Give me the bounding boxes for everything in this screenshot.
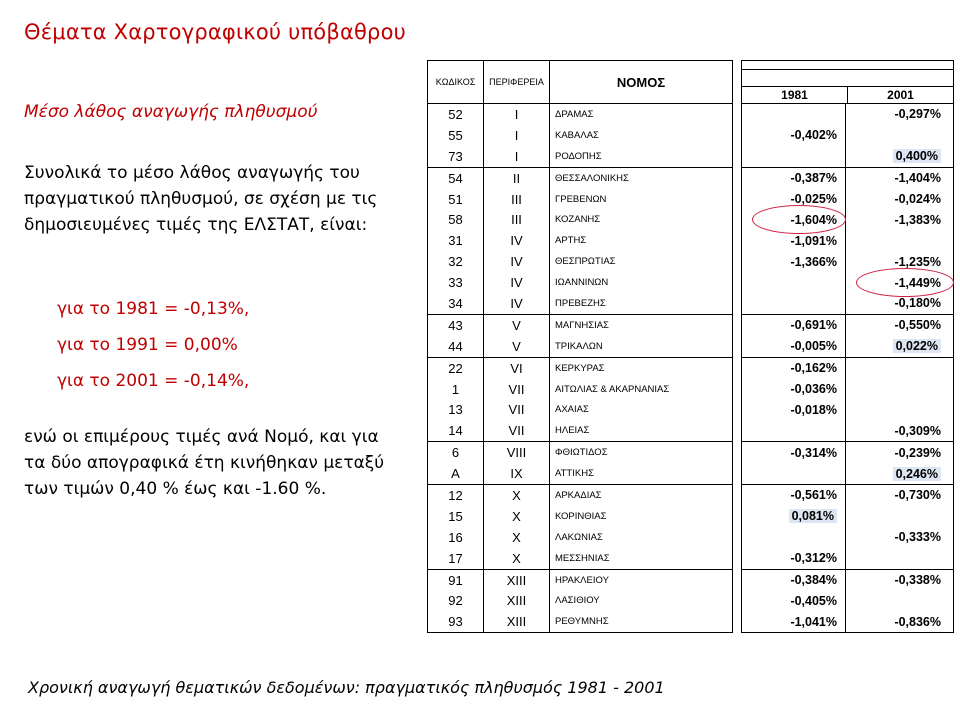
- cell-region: IV: [484, 293, 550, 314]
- cell-1981: [742, 146, 846, 167]
- cell-1981: -0,314%: [742, 442, 846, 463]
- cell-2001: [846, 230, 954, 251]
- cell-code: 12: [428, 485, 484, 506]
- cell-nomos: ΔΡΑΜΑΣ: [550, 104, 733, 125]
- cell-nomos: ΜΑΓΝΗΣΙΑΣ: [550, 314, 733, 335]
- cell-nomos: ΑΡΤΗΣ: [550, 230, 733, 251]
- cell-region: VII: [484, 379, 550, 400]
- cell-1981: -0,384%: [742, 569, 846, 590]
- cell-region: IV: [484, 272, 550, 293]
- cell-nomos: ΠΡΕΒΕΖΗΣ: [550, 293, 733, 314]
- cell-region: IV: [484, 251, 550, 272]
- cell-1981: -0,005%: [742, 336, 846, 357]
- cell-1981: -1,604%: [742, 209, 846, 230]
- table-row: [428, 548, 954, 569]
- cell-1981: -1,041%: [742, 611, 846, 632]
- table-row: [428, 314, 954, 335]
- cell-nomos: ΦΘΙΩΤΙΔΟΣ: [550, 442, 733, 463]
- cell-region: XIII: [484, 611, 550, 632]
- header-region: ΠΕΡΙΦΕΡΕΙΑ: [484, 61, 550, 104]
- cell-code: 16: [428, 527, 484, 548]
- cell-nomos: ΡΟΔΟΠΗΣ: [550, 146, 733, 167]
- cell-1981: -1,091%: [742, 230, 846, 251]
- cell-1981: [742, 104, 846, 125]
- cell-code: 91: [428, 569, 484, 590]
- cell-nomos: ΘΕΣΣΑΛΟΝΙΚΗΣ: [550, 167, 733, 188]
- cell-nomos: ΚΟΖΑΝΗΣ: [550, 209, 733, 230]
- cell-code: 31: [428, 230, 484, 251]
- cell-nomos: ΚΑΒΑΛΑΣ: [550, 125, 733, 146]
- cell-2001: [846, 357, 954, 378]
- cell-nomos: ΛΑΣΙΘΙΟΥ: [550, 590, 733, 611]
- cell-region: X: [484, 527, 550, 548]
- cell-code: 55: [428, 125, 484, 146]
- cell-region: X: [484, 485, 550, 506]
- table-row: [428, 146, 954, 167]
- cell-2001: [846, 548, 954, 569]
- table-row: [428, 230, 954, 251]
- table-row: [428, 189, 954, 210]
- cell-region: III: [484, 189, 550, 210]
- cell-2001: -1,449%: [846, 272, 954, 293]
- cell-nomos: ΚΕΡΚΥΡΑΣ: [550, 357, 733, 378]
- cell-2001: [846, 336, 954, 357]
- cell-nomos: ΗΛΕΙΑΣ: [550, 420, 733, 441]
- cell-code: 22: [428, 357, 484, 378]
- cell-2001: [846, 146, 954, 167]
- cell-2001: -0,309%: [846, 420, 954, 441]
- header-code: ΚΩΔΙΚΟΣ: [428, 61, 484, 104]
- cell-region: IV: [484, 230, 550, 251]
- cell-2001: -1,235%: [846, 251, 954, 272]
- section-subtitle: Μέσο λάθος αναγωγής πληθυσμού: [24, 102, 318, 122]
- stat-1981: για το 1981 = -0,13%,: [57, 299, 250, 319]
- cell-code: A: [428, 463, 484, 484]
- cell-code: 15: [428, 506, 484, 527]
- cell-2001: -0,239%: [846, 442, 954, 463]
- cell-code: 93: [428, 611, 484, 632]
- cell-2001: [846, 125, 954, 146]
- table-row: [428, 463, 954, 484]
- cell-region: VII: [484, 420, 550, 441]
- circle-annotation: [856, 268, 954, 297]
- cell-1981: [742, 272, 846, 293]
- cell-code: 6: [428, 442, 484, 463]
- table-row: [428, 125, 954, 146]
- cell-1981: [742, 527, 846, 548]
- cell-1981: -0,402%: [742, 125, 846, 146]
- cell-code: 14: [428, 420, 484, 441]
- cell-region: X: [484, 506, 550, 527]
- cell-region: VI: [484, 357, 550, 378]
- cell-code: 54: [428, 167, 484, 188]
- cell-1981: -0,691%: [742, 314, 846, 335]
- cell-1981: -0,025%: [742, 189, 846, 210]
- cell-2001: -0,180%: [846, 293, 954, 314]
- cell-1981: -0,018%: [742, 399, 846, 420]
- cell-region: I: [484, 104, 550, 125]
- cell-code: 52: [428, 104, 484, 125]
- cell-region: I: [484, 146, 550, 167]
- cell-2001: [846, 590, 954, 611]
- range-paragraph: ενώ οι επιμέρους τιμές ανά Νομό, και για τα δύο απογραφικά έτη κινήθηκαν μεταξύ των τιμών 0,40 % έως και -1.60 %.: [24, 427, 385, 499]
- cell-1981: -0,561%: [742, 485, 846, 506]
- cell-2001: -0,836%: [846, 611, 954, 632]
- cell-code: 33: [428, 272, 484, 293]
- cell-code: 73: [428, 146, 484, 167]
- cell-nomos: ΑΡΚΑΔΙΑΣ: [550, 485, 733, 506]
- header-years: [742, 61, 954, 104]
- cell-1981: [742, 420, 846, 441]
- cell-nomos: ΗΡΑΚΛΕΙΟΥ: [550, 569, 733, 590]
- table-row: [428, 104, 954, 125]
- table-row: [428, 506, 954, 527]
- cell-region: I: [484, 125, 550, 146]
- cell-nomos: ΜΕΣΣΗΝΙΑΣ: [550, 548, 733, 569]
- cell-nomos: ΤΡΙΚΑΛΩΝ: [550, 336, 733, 357]
- cell-2001: -0,297%: [846, 104, 954, 125]
- cell-1981: -0,312%: [742, 548, 846, 569]
- header-nomos: ΝΟΜΟΣ: [550, 61, 733, 104]
- cell-nomos: ΙΩΑΝΝΙΝΩΝ: [550, 272, 733, 293]
- cell-2001: -0,024%: [846, 189, 954, 210]
- cell-nomos: ΡΕΘΥΜΝΗΣ: [550, 611, 733, 632]
- highlighted-value: 0,400%: [893, 149, 941, 163]
- cell-1981: -0,387%: [742, 167, 846, 188]
- table-row: [428, 336, 954, 357]
- table-row: [428, 379, 954, 400]
- cell-nomos: ΑΤΤΙΚΗΣ: [550, 463, 733, 484]
- cell-nomos: ΓΡΕΒΕΝΩΝ: [550, 189, 733, 210]
- cell-nomos: ΚΟΡΙΝΘΙΑΣ: [550, 506, 733, 527]
- table-row: [428, 420, 954, 441]
- cell-region: V: [484, 314, 550, 335]
- cell-code: 92: [428, 590, 484, 611]
- stat-1991: για το 1991 = 0,00%: [57, 335, 238, 355]
- cell-region: XIII: [484, 569, 550, 590]
- footer-caption: Χρονική αναγωγή θεματικών δεδομένων: πραγματικός πληθυσμός 1981 - 2001: [28, 678, 665, 697]
- cell-code: 13: [428, 399, 484, 420]
- cell-2001: [846, 399, 954, 420]
- table-row: [428, 209, 954, 230]
- stat-2001: για το 2001 = -0,14%,: [57, 371, 250, 391]
- cell-region: II: [484, 167, 550, 188]
- cell-region: XIII: [484, 590, 550, 611]
- cell-2001: -0,730%: [846, 485, 954, 506]
- highlighted-value: 0,081%: [789, 509, 837, 523]
- cell-code: 34: [428, 293, 484, 314]
- table-row: [428, 611, 954, 632]
- cell-2001: -0,338%: [846, 569, 954, 590]
- table-row: [428, 590, 954, 611]
- cell-code: 58: [428, 209, 484, 230]
- cell-nomos: ΛΑΚΩΝΙΑΣ: [550, 527, 733, 548]
- cell-2001: -1,404%: [846, 167, 954, 188]
- cell-region: III: [484, 209, 550, 230]
- cell-1981: -0,162%: [742, 357, 846, 378]
- header-1981: 1981: [742, 87, 848, 104]
- cell-region: VII: [484, 399, 550, 420]
- cell-code: 44: [428, 336, 484, 357]
- table-row: [428, 399, 954, 420]
- cell-2001: -0,550%: [846, 314, 954, 335]
- circle-annotation: [752, 205, 846, 234]
- cell-region: IX: [484, 463, 550, 484]
- summary-paragraph: Συνολικά το μέσο λάθος αναγωγής του πραγματικού πληθυσμού, σε σχέση με τις δημοσιευμένες τιμές της ΕΛΣΤΑΤ, είναι:: [24, 163, 378, 235]
- cell-1981: -0,036%: [742, 379, 846, 400]
- highlighted-value: 0,246%: [893, 467, 941, 481]
- header-2001: 2001: [848, 87, 954, 104]
- highlighted-value: 0,022%: [893, 339, 941, 353]
- cell-region: V: [484, 336, 550, 357]
- table-row: [428, 167, 954, 188]
- table-row: [428, 251, 954, 272]
- cell-1981: [742, 463, 846, 484]
- cell-code: 32: [428, 251, 484, 272]
- cell-code: 1: [428, 379, 484, 400]
- table-row: [428, 293, 954, 314]
- cell-nomos: ΑΙΤΩΛΙΑΣ & ΑΚΑΡΝΑΝΙΑΣ: [550, 379, 733, 400]
- table-row: [428, 442, 954, 463]
- page-title: Θέματα Χαρτογραφικού υπόβαθρου: [24, 20, 406, 44]
- cell-code: 51: [428, 189, 484, 210]
- cell-region: VIII: [484, 442, 550, 463]
- cell-1981: [742, 506, 846, 527]
- cell-1981: -1,366%: [742, 251, 846, 272]
- table-row: [428, 485, 954, 506]
- cell-1981: [742, 293, 846, 314]
- cell-2001: [846, 379, 954, 400]
- cell-code: 17: [428, 548, 484, 569]
- cell-2001: -0,333%: [846, 527, 954, 548]
- cell-region: X: [484, 548, 550, 569]
- cell-nomos: ΘΕΣΠΡΩΤΙΑΣ: [550, 251, 733, 272]
- cell-2001: -1,383%: [846, 209, 954, 230]
- error-table: [427, 60, 954, 633]
- cell-1981: -0,405%: [742, 590, 846, 611]
- table-row: [428, 527, 954, 548]
- cell-2001: [846, 506, 954, 527]
- table-row: [428, 569, 954, 590]
- cell-code: 43: [428, 314, 484, 335]
- table-row: [428, 357, 954, 378]
- cell-nomos: ΑΧΑΙΑΣ: [550, 399, 733, 420]
- cell-2001: [846, 463, 954, 484]
